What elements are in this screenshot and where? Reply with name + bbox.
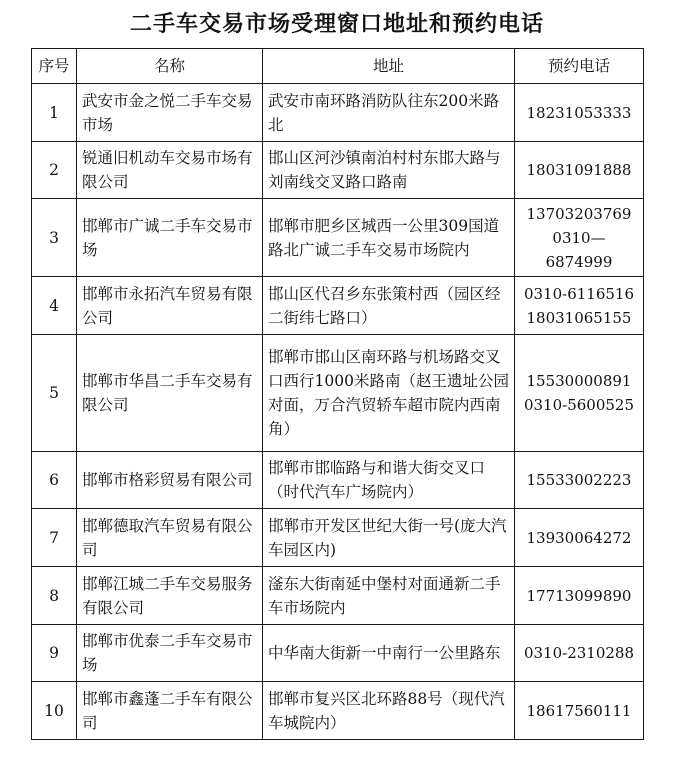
phone-number: 18031065155 bbox=[526, 308, 632, 327]
market-address: 邯山区代召乡东张策村西（园区经二街纬七路口） bbox=[263, 277, 515, 335]
appointment-phone-cell bbox=[515, 452, 644, 509]
market-address: 邯郸市复兴区北环路88号（现代汽车城院内） bbox=[263, 682, 515, 740]
phone-number: 18031091888 bbox=[526, 161, 632, 179]
appointment-phone-cell bbox=[515, 682, 644, 740]
phone-number: 0310— bbox=[552, 228, 606, 247]
table-row bbox=[32, 452, 644, 509]
market-name: 邯郸市广诚二手车交易市场 bbox=[77, 199, 263, 277]
row-index: 8 bbox=[32, 567, 77, 625]
table-row bbox=[32, 682, 644, 740]
market-address: 武安市南环路消防队往东200米路北 bbox=[263, 84, 515, 142]
row-index: 6 bbox=[32, 452, 77, 509]
market-address: 邯郸市开发区世纪大街一号(庞大汽车园区内) bbox=[263, 509, 515, 567]
document-title: 二手车交易市场受理窗口地址和预约电话 bbox=[129, 12, 544, 37]
row-index: 5 bbox=[32, 335, 77, 452]
row-index: 4 bbox=[32, 277, 77, 335]
table-row bbox=[32, 567, 644, 625]
market-name: 邯郸江城二手车交易服务有限公司 bbox=[77, 567, 263, 625]
appointment-phone-cell bbox=[515, 199, 644, 277]
appointment-phone-cell bbox=[515, 335, 644, 452]
table-header-row bbox=[32, 49, 644, 84]
table-row bbox=[32, 84, 644, 142]
market-address: 邯山区河沙镇南泊村村东邯大路与刘南线交叉路口路南 bbox=[263, 142, 515, 199]
appointment-phone-cell bbox=[515, 567, 644, 625]
phone-number: 17713099890 bbox=[526, 586, 632, 605]
market-address: 中华南大街新一中南行一公里路东 bbox=[263, 625, 515, 682]
market-name: 邯郸市华昌二手车交易有限公司 bbox=[77, 335, 263, 452]
market-table bbox=[31, 48, 644, 740]
table-row bbox=[32, 625, 644, 682]
appointment-phone-cell bbox=[515, 277, 644, 335]
appointment-phone-cell bbox=[515, 142, 644, 199]
header-name: 名称 bbox=[77, 49, 263, 84]
row-index: 3 bbox=[32, 199, 77, 277]
table-row bbox=[32, 199, 644, 277]
header-phone: 预约电话 bbox=[515, 49, 644, 84]
table-row bbox=[32, 142, 644, 199]
table-row bbox=[32, 509, 644, 567]
market-name: 武安市金之悦二手车交易市场 bbox=[77, 84, 263, 142]
header-index: 序号 bbox=[32, 49, 77, 84]
market-address: 邯郸市邯山区南环路与机场路交叉口西行1000米路南（赵王遗址公园对面，万合汽贸轿车超市院内西南角） bbox=[263, 335, 515, 452]
phone-number: 13703203769 bbox=[526, 204, 632, 223]
row-index: 2 bbox=[32, 142, 77, 199]
appointment-phone-cell bbox=[515, 84, 644, 142]
row-index: 7 bbox=[32, 509, 77, 567]
phone-number: 6874999 bbox=[545, 252, 613, 271]
phone-number: 15533002223 bbox=[526, 471, 632, 489]
phone-number: 0310-6116516 bbox=[523, 284, 635, 303]
appointment-phone-cell bbox=[515, 625, 644, 682]
phone-number: 18231053333 bbox=[526, 103, 632, 122]
market-address: 邯郸市邯临路与和谐大街交叉口（时代汽车广场院内） bbox=[263, 452, 515, 509]
row-index: 10 bbox=[32, 682, 77, 740]
table-row bbox=[32, 277, 644, 335]
phone-number: 18617560111 bbox=[526, 701, 632, 720]
market-name: 邯郸市优泰二手车交易市场 bbox=[77, 625, 263, 682]
market-name: 邯郸市格彩贸易有限公司 bbox=[77, 452, 263, 509]
row-index: 1 bbox=[32, 84, 77, 142]
phone-number: 0310-5600525 bbox=[523, 396, 635, 414]
header-address: 地址 bbox=[263, 49, 515, 84]
market-address: 邯郸市肥乡区城西一公里309国道路北广诚二手车交易市场院内 bbox=[263, 199, 515, 277]
market-name: 邯郸德取汽车贸易有限公司 bbox=[77, 509, 263, 567]
phone-number: 13930064272 bbox=[526, 528, 632, 547]
market-address: 滏东大街南延中堡村对面通新二手车市场院内 bbox=[263, 567, 515, 625]
row-index: 9 bbox=[32, 625, 77, 682]
phone-number: 0310-2310288 bbox=[523, 644, 635, 662]
appointment-phone-cell bbox=[515, 509, 644, 567]
phone-number: 15530000891 bbox=[526, 372, 632, 390]
market-name: 邯郸市鑫蓬二手车有限公司 bbox=[77, 682, 263, 740]
market-name: 锐通旧机动车交易市场有限公司 bbox=[77, 142, 263, 199]
market-name: 邯郸市永拓汽车贸易有限公司 bbox=[77, 277, 263, 335]
table-row bbox=[32, 335, 644, 452]
